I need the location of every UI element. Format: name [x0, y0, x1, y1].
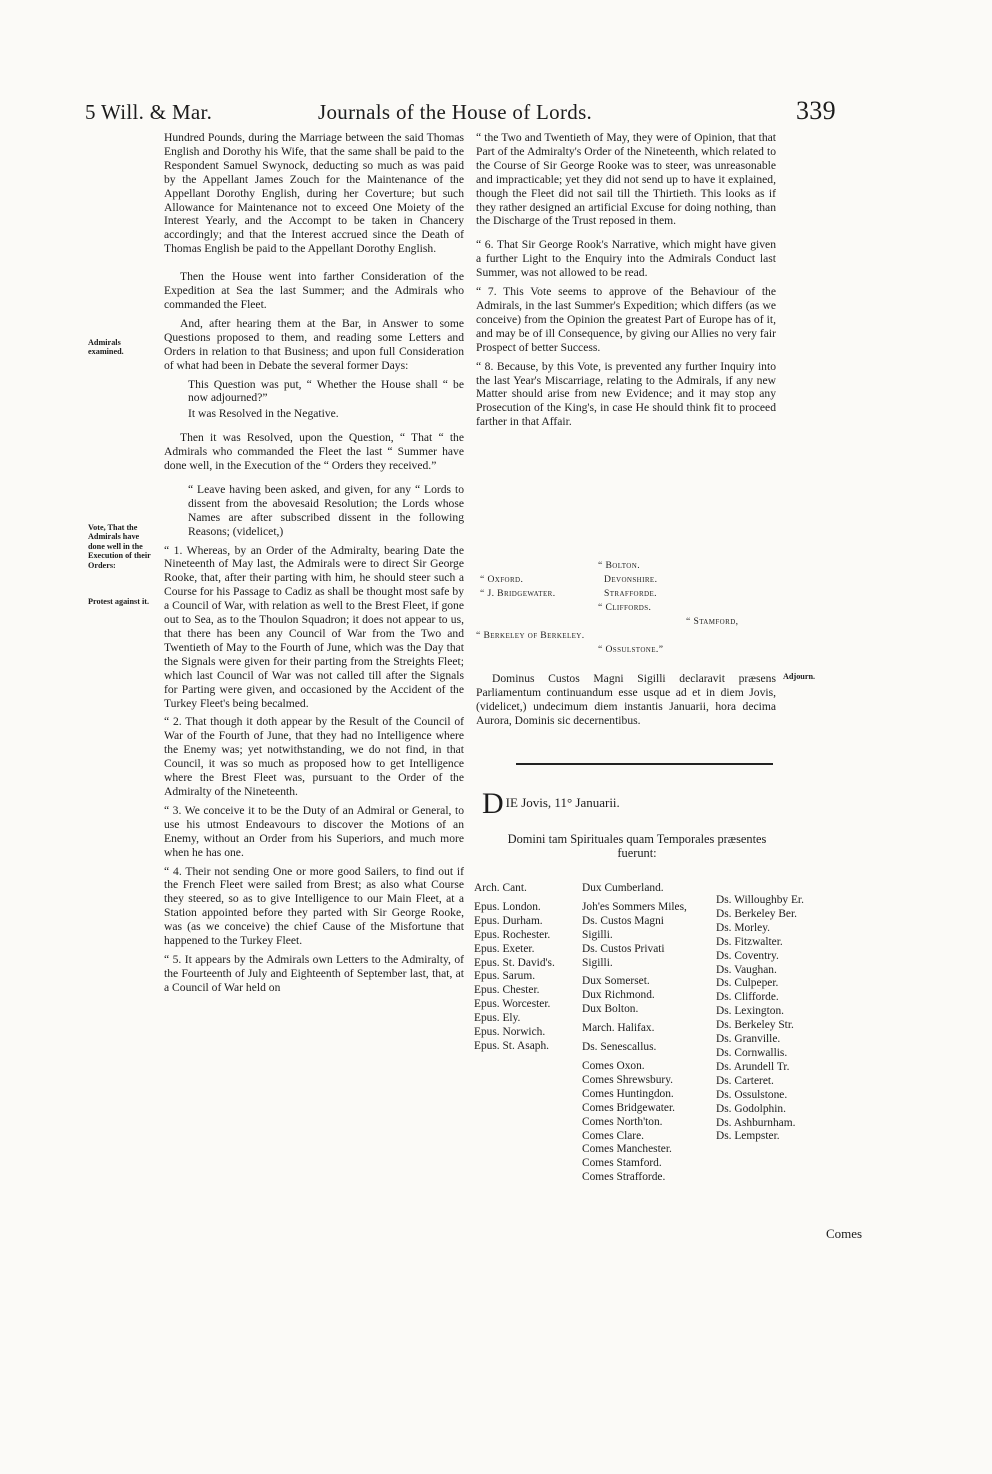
- right-column-top: [476, 131, 776, 434]
- attendance-entry: Ds. Arundell Tr.: [716, 1060, 790, 1073]
- attendance-entry: Comes Stamford.: [582, 1157, 662, 1170]
- left-column: [164, 131, 464, 1000]
- adjournment-text: Dominus Custos Magni Sigilli declaravit præsens Parliamentum continuandum esse usque ad et in diem Jovis, (videlicet,) undecimum diem instantis Januarii, hora decima Aurora, Dominis sic decernentibus.: [476, 672, 776, 727]
- resolution: Then it was Resolved, upon the Question, “ That “ the Admirals who commanded the Fleet the last “ Summer have done well, in the Execution of the “ Orders they received.”: [164, 431, 464, 473]
- attendance-entry: Ds. Willoughby Er.: [716, 894, 804, 906]
- reason-4: “ 4. Their not sending One or more good Sailers, to find out if the French Fleet were sailed from Brest; as also what Course they steered, so as to give Intelligence to our Main Fleet, at a Station appointed before they parted with Sir George Rooke, was (as we conceive) the chief Cause of the Misfortune that happened to the Turkey Fleet.: [164, 864, 464, 948]
- reason-1: “ 1. Whereas, by an Order of the Admiralty, bearing Date the Nineteenth of May last, the Admirals were to direct Sir George Rooke, that, after their parting with him, he should steer such a Course for his Passage to Cadiz as shall be thought most safe by a Council of War, with relation as well to the Brest Fleet, if gone out to Sea, as to the Thoulon Squadron; it does not appear to us, that there has been any Council of War from the Two and Twentieth of May to the Fourth of June, which was the Day that the Signals were given for their parting from the Streights Fleet; which last Council of War was not called till after the Signals for Parting were given, and occasioned by the Accident of the Turkey Fleet's being becalmed.: [164, 543, 464, 710]
- attendance-entry: Ds. Lexington.: [716, 1005, 785, 1018]
- reason-8: “ 8. Because, by this Vote, is prevented any further Inquiry into the last Year's Miscarriage, relating to the Admirals, if any new Matter should arise from new Evidence; and it may stop any Prosecution of the King's, in case He should think fit to proceed farther in that Affair.: [476, 359, 776, 429]
- attendance-entry: Comes Oxon.: [582, 1059, 645, 1072]
- attendance-barons: [716, 894, 804, 1144]
- attendance-entry: Dux Somerset.: [582, 975, 650, 988]
- page-number: 339: [796, 96, 836, 125]
- signature-strafforde: Strafforde.: [604, 588, 657, 599]
- attendance-entry: Ds. Ashburnham.: [716, 1116, 796, 1129]
- attendance-entry: Epus. St. David's.: [474, 956, 555, 969]
- reason-6: “ 6. That Sir George Rook's Narrative, which might have given a further Light to the Enquiry into the Admirals Conduct last Summer, was not allowed to be read.: [476, 238, 776, 280]
- signature-bolton: “ Bolton.: [598, 560, 641, 571]
- attendance-entry: Ds. Granville.: [716, 1033, 781, 1046]
- attendance-bishops: [474, 882, 555, 1054]
- reason-2: “ 2. That though it doth appear by the Result of the Council of War of the Fourth of June, that they had no Intelligence where the Enemy was; yet notwithstanding, we do not find, in that Council, it was so much as proposed how to get Intelligence where the Brest Fleet was, pursuant to the Order of the Admiralty of the Nineteenth.: [164, 715, 464, 798]
- signature-ossulstone: “ Ossulstone.”: [598, 644, 664, 655]
- day-date: IE Jovis, 11° Januarii.: [505, 795, 620, 810]
- attendance-entry: Epus. Durham.: [474, 914, 543, 927]
- attendance-entry: Joh'es Sommers Miles,: [582, 900, 687, 913]
- adjournment-notice: [476, 672, 776, 733]
- attendance-entry: Ds. Morley.: [716, 921, 770, 934]
- attendance-entry: Epus. Norwich.: [474, 1026, 546, 1039]
- attendance-entry: Ds. Clifforde.: [716, 991, 779, 1004]
- signature-stamford: “ Stamford,: [686, 616, 739, 627]
- attendance-entry: Ds. Coventry.: [716, 949, 779, 962]
- attendance-entry: Ds. Berkeley Ber.: [716, 907, 797, 920]
- attendance-entry: Ds. Fitzwalter.: [716, 935, 783, 948]
- attendance-entry: Comes Shrewsbury.: [582, 1073, 674, 1086]
- paragraph-bequest: Hundred Pounds, during the Marriage between the said Thomas English and Dorothy his Wife, that the same shall be paid to the Respondent Samuel Swynock, deducting so much as was paid by the Appellant James Zouch for the Maintenance of the Appellant Dorothy English, during her Coverture; but such Allowance for Maintenance not to exceed One Moiety of the Interest Yearly, and the Accompt to be taken in Chancery accordingly; and that the Interest accrued since the Death of Thomas English be paid to the Appellant Dorothy English.: [164, 131, 464, 256]
- reason-5: “ 5. It appears by the Admirals own Letters to the Admiralty, of the Fourteenth of July and Eighteenth of September last, that, at a Council of War held on: [164, 952, 464, 994]
- signature-bridgewater: “ J. Bridgewater.: [480, 588, 556, 599]
- signature-devonshire: Devonshire.: [604, 574, 658, 585]
- attendance-entry: Arch. Cant.: [474, 882, 527, 894]
- attendance-entry: Epus. St. Asaph.: [474, 1039, 549, 1052]
- reason-7: “ 7. This Vote seems to approve of the Behaviour of the Admirals, in the last Summer's Expedition; which differs (as we conceive) from the Opinion the greatest Part of Europe has of it, and may be of ill Consequence, by giving our Allies no very fair Prospect of better Success.: [476, 285, 776, 354]
- attendance-entry: Comes Manchester.: [582, 1143, 672, 1156]
- attendance-entry: Epus. Ely.: [474, 1012, 521, 1025]
- protest-preamble: “ Leave having been asked, and given, for any “ Lords to dissent from the abovesaid Resolution; the Lords whose Names are after subscribed dissent in the following Reasons; (videlicet,): [188, 482, 464, 538]
- attendance-entry: Epus. Sarum.: [474, 970, 536, 983]
- attendance-entry: Sigilli.: [582, 956, 613, 969]
- margin-note-vote: Vote, That the Admirals have done well in the Execution of their Orders:: [88, 523, 151, 570]
- attendance-entry: Ds. Ossulstone.: [716, 1088, 788, 1101]
- question-result: It was Resolved in the Negative.: [188, 407, 339, 421]
- attendance-entry: Epus. Chester.: [474, 984, 540, 997]
- present-heading: Domini tam Spirituales quam Temporales præsentes fuerunt:: [507, 832, 767, 860]
- catchword: Comes: [826, 1226, 863, 1241]
- margin-note-protest: Protest against it.: [88, 597, 150, 606]
- attendance-entry: Epus. London.: [474, 900, 541, 913]
- attendance-entry: Ds. Custos Magni: [582, 914, 664, 927]
- reason-3: “ 3. We conceive it to be the Duty of an Admiral or General, to use his utmost Endeavours to discover the Motions of an Enemy, without an Order from his Superiors, and much more when he has one.: [164, 803, 464, 859]
- attendance-entry: Dux Richmond.: [582, 989, 655, 1002]
- signature-oxford: “ Oxford.: [480, 574, 524, 585]
- attendance-entry: Sigilli.: [582, 928, 613, 941]
- signature-cliffords: “ Cliffords.: [598, 602, 652, 613]
- attendance-entry: Ds. Berkeley Str.: [716, 1019, 794, 1032]
- attendance-entry: Ds. Carteret.: [716, 1074, 774, 1087]
- attendance-entry: Epus. Worcester.: [474, 998, 551, 1011]
- reason-5-continued: “ the Two and Twentieth of May, they were of Opinion, that that Part of the Admiralty's Order of the Nineteenth, which related to the Course of Sir George Rooke was to steer, was unreasonable and impracticable; yet they did not send up to have it explained, though the Fleet did not sail till the Thirtieth. This looks as if they rather designed an artificial Excuse for doing nothing, than the Discharge of the Trust reposed in them.: [476, 131, 776, 228]
- attendance-dukes-earls: [582, 882, 687, 1185]
- attendance-entry: Ds. Senescallus.: [582, 1041, 657, 1054]
- attendance-entry: March. Halifax.: [582, 1022, 655, 1035]
- attendance-entry: Dux Cumberland.: [582, 882, 664, 894]
- attendance-entry: Comes Huntingdon.: [582, 1087, 674, 1100]
- attendance-entry: Ds. Vaughan.: [716, 963, 777, 976]
- attendance-entry: Comes North'ton.: [582, 1115, 663, 1128]
- attendance-entry: Epus. Rochester.: [474, 928, 551, 941]
- running-head-title: Journals of the House of Lords.: [318, 100, 593, 124]
- margin-note-adjourn: Adjourn.: [783, 672, 816, 681]
- section-divider: [516, 763, 773, 765]
- attendance-entry: Epus. Exeter.: [474, 942, 535, 955]
- attendance-entry: Comes Bridgewater.: [582, 1101, 676, 1114]
- paragraph-consideration: Then the House went into farther Consideration of the Expedition at Sea the last Summer; and the Admirals who commanded the Fleet.: [164, 270, 464, 311]
- margin-note-admirals: Admirals examined.: [88, 338, 124, 357]
- day-initial: D: [482, 787, 504, 820]
- day-heading: [482, 787, 620, 820]
- attendance-entry: Ds. Cornwallis.: [716, 1046, 788, 1059]
- attendance-entry: Comes Strafforde.: [582, 1171, 666, 1184]
- running-head-left: 5 Will. & Mar.: [85, 100, 213, 124]
- attendance-entry: Ds. Custos Privati: [582, 942, 665, 955]
- signature-berkeley: “ Berkeley of Berkeley.: [476, 630, 585, 641]
- attendance-entry: Ds. Godolphin.: [716, 1102, 786, 1115]
- attendance-entry: Ds. Lempster.: [716, 1130, 780, 1143]
- attendance-entry: Dux Bolton.: [582, 1003, 639, 1016]
- attendance-entry: Comes Clare.: [582, 1129, 645, 1142]
- paragraph-hearing: And, after hearing them at the Bar, in Answer to some Questions proposed to them, and reading some Letters and Orders in relation to that Business; and upon full Consideration of what had been in Debate the several former Days:: [164, 316, 464, 372]
- question-adjourn: This Question was put, “ Whether the House shall “ be now adjourned?”: [188, 377, 464, 405]
- attendance-entry: Ds. Culpeper.: [716, 977, 779, 990]
